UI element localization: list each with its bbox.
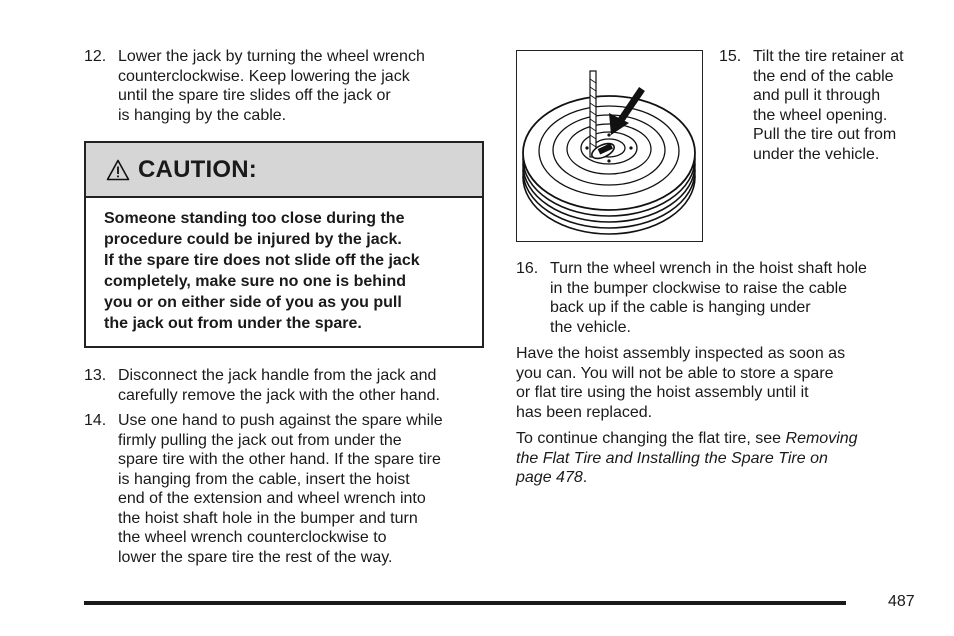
text-line: is hanging from the cable, insert the hoist [118, 470, 410, 488]
text-line: completely, make sure no one is behind [104, 273, 407, 290]
caution-header [86, 143, 482, 198]
text-line: has been replaced. [516, 403, 653, 421]
text-line [516, 429, 858, 449]
text-line: until the spare tire slides off the jack or [118, 87, 391, 104]
text-line: you can. You will not be able to store a spare [516, 364, 834, 382]
text-line: firmly pulling the jack out from under the [118, 431, 402, 449]
cross-reference-link[interactable]: the Flat Tire and Installing the Spare Tire on [516, 449, 828, 467]
cross-reference-page[interactable]: page 478 [516, 469, 583, 486]
text-line: spare tire with the other hand. If the spare tire [118, 451, 441, 468]
step-12 [84, 47, 425, 125]
text-line: you or on either side of you as you pull [104, 294, 402, 311]
step-text [118, 366, 440, 405]
text-line: the vehicle. [550, 318, 631, 336]
text-line: is hanging by the cable. [118, 106, 287, 124]
cross-reference-link[interactable]: Removing [785, 430, 858, 447]
caution-text [86, 198, 482, 334]
text-line: Pull the tire out from [753, 126, 897, 143]
page-number: 487 [888, 593, 915, 610]
text-line: and pull it through [753, 87, 881, 104]
warning-triangle-icon [106, 159, 130, 181]
step-number: 16. [516, 260, 539, 277]
step-number: 14. [84, 412, 107, 429]
text-line: lower the spare tire the rest of the way. [118, 548, 393, 566]
text-line: the end of the cable [753, 67, 894, 85]
text-line: Have the hoist assembly inspected as soon as [516, 345, 846, 362]
text-line: Use one hand to push against the spare while [118, 412, 443, 429]
inspection-paragraph [516, 344, 845, 422]
text-line: the wheel wrench counterclockwise to [118, 529, 387, 546]
spare-tire-figure [516, 50, 703, 242]
text-line: counterclockwise. Keep lowering the jack [118, 67, 410, 85]
step-text [550, 259, 867, 337]
step-16 [516, 259, 867, 337]
text-line: Tilt the tire retainer at [753, 48, 904, 65]
step-text [118, 47, 425, 125]
step-13 [84, 366, 440, 405]
text-line [516, 468, 858, 488]
continue-text: To continue changing the flat tire, see [516, 430, 786, 447]
step-number: 12. [84, 48, 107, 65]
text-line: procedure could be injured by the jack. [104, 231, 402, 248]
text-line: back up if the cable is hanging under [550, 299, 811, 316]
text-line: Lower the jack by turning the wheel wrench [118, 48, 425, 65]
text-line: the wheel opening. [753, 106, 888, 124]
text-line: carefully remove the jack with the other hand. [118, 386, 440, 404]
spare-tire-retainer-illustration [517, 51, 701, 240]
text-line: Someone standing too close during the [104, 210, 405, 227]
text-line: or flat tire using the hoist assembly until it [516, 384, 809, 401]
footer-rule [84, 601, 846, 605]
text-line: the jack out from under the spare. [104, 315, 362, 332]
text-line: the hoist shaft hole in the bumper and turn [118, 509, 418, 527]
step-number: 15. [719, 48, 742, 65]
text-line: in the bumper clockwise to raise the cable [550, 279, 848, 297]
step-text [118, 411, 443, 567]
step-text [753, 47, 904, 164]
caution-box [84, 141, 484, 348]
text-line [516, 449, 858, 469]
step-15 [719, 47, 904, 164]
continue-paragraph [516, 429, 858, 488]
text-line: Turn the wheel wrench in the hoist shaft hole [550, 260, 867, 277]
text-line: If the spare tire does not slide off the jack [104, 252, 420, 269]
punctuation: . [582, 469, 588, 486]
step-14 [84, 411, 443, 567]
caution-title: CAUTION: [138, 155, 257, 183]
text-line: under the vehicle. [753, 145, 880, 163]
text-line: Disconnect the jack handle from the jack and [118, 367, 437, 384]
text-line: end of the extension and wheel wrench into [118, 490, 426, 507]
step-number: 13. [84, 367, 107, 384]
